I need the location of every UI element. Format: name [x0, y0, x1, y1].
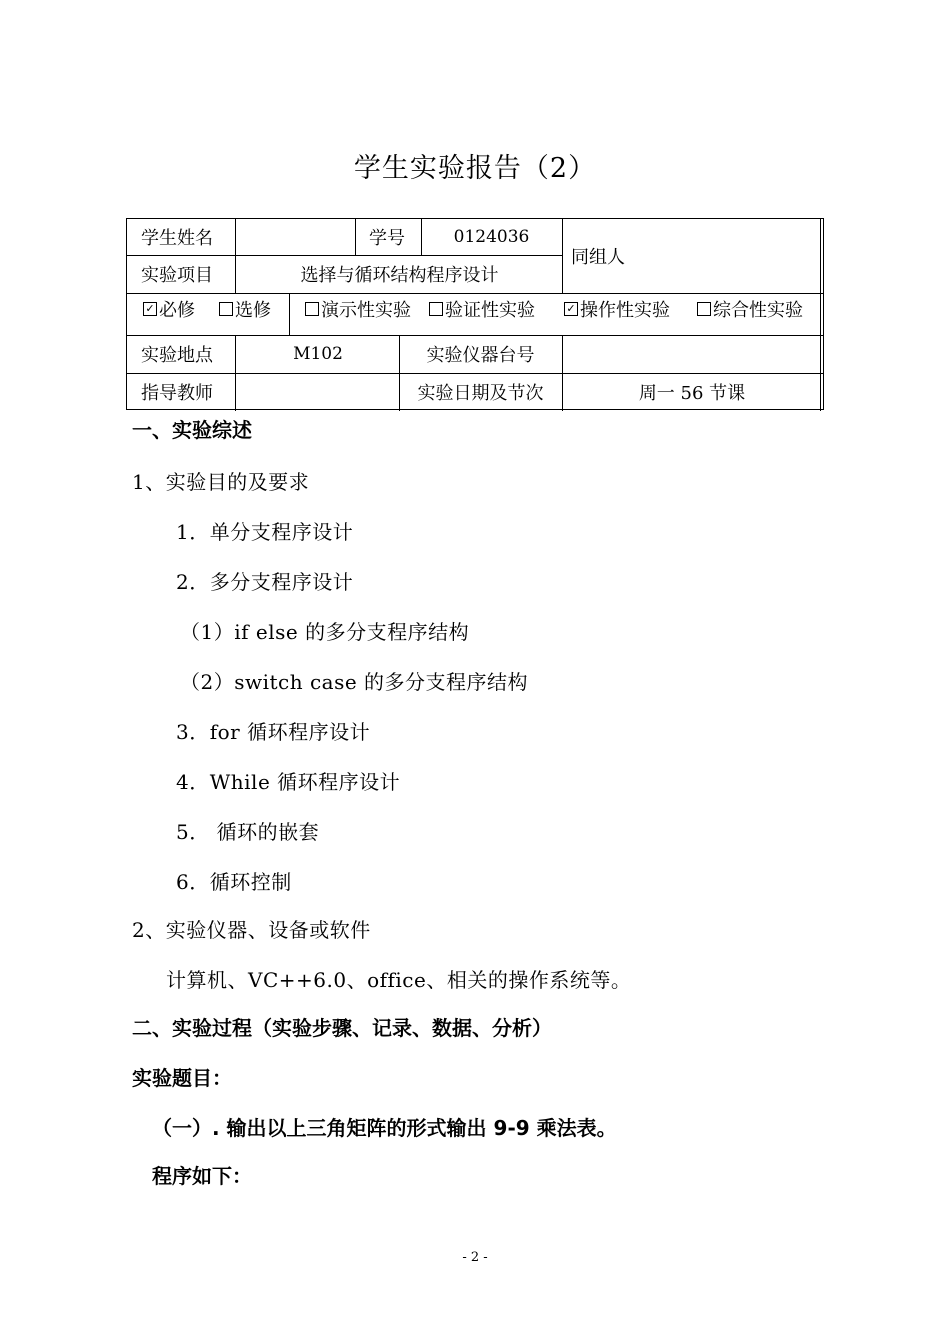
list-item: （1）if else 的多分支程序结构 [180, 620, 470, 644]
list-item: 5． 循环的嵌套 [176, 820, 320, 844]
student-name-value [237, 219, 355, 255]
list-item: 2．多分支程序设计 [176, 570, 354, 594]
student-name-label: 学生姓名 [141, 228, 213, 249]
demo-option: 演示性实验 [305, 293, 411, 325]
teacher-label: 指导教师 [141, 383, 213, 404]
checkbox-icon [429, 302, 443, 316]
checkbox-icon: ✓ [564, 302, 578, 316]
checkbox-icon [219, 302, 233, 316]
instrument-label: 实验仪器台号 [426, 345, 535, 366]
section-heading-process: 二、实验过程（实验步骤、记录、数据、分析） [132, 1016, 552, 1040]
project-value: 选择与循环结构程序设计 [300, 265, 499, 286]
list-item: （2）switch case 的多分支程序结构 [180, 670, 529, 694]
elective-option: 选修 [219, 293, 271, 325]
operate-option: ✓ 操作性实验 [564, 293, 670, 325]
page-title: 学生实验报告（2） [353, 153, 597, 184]
subheading-equipment: 2、实验仪器、设备或软件 [132, 918, 371, 942]
group-label: 同组人 [571, 247, 625, 268]
list-item: 3．for 循环程序设计 [176, 720, 371, 744]
teacher-value [237, 373, 399, 411]
location-value: M102 [293, 344, 343, 364]
list-item: 4．While 循环程序设计 [176, 770, 401, 794]
checkbox-icon: ✓ [143, 302, 157, 316]
list-item: 6．循环控制 [176, 870, 292, 894]
date-value: 周一 56 节课 [638, 383, 746, 404]
info-table [126, 218, 824, 410]
program-label: 程序如下： [152, 1164, 252, 1188]
list-item: 1．单分支程序设计 [176, 520, 354, 544]
section-heading-overview: 一、实验综述 [132, 418, 252, 442]
student-id-label: 学号 [369, 228, 405, 249]
software-list: 计算机、VC++6.0、office、相关的操作系统等。 [166, 968, 632, 992]
date-label: 实验日期及节次 [417, 383, 544, 404]
topic-label: 实验题目： [132, 1066, 232, 1090]
location-label: 实验地点 [141, 345, 213, 366]
checkbox-icon [305, 302, 319, 316]
student-id-value: 0124036 [453, 227, 530, 247]
required-option: ✓ 必修 [143, 293, 195, 325]
task-title: （一）. 输出以上三角矩阵的形式输出 9-9 乘法表。 [152, 1116, 617, 1140]
project-label: 实验项目 [141, 265, 213, 286]
verify-option: 验证性实验 [429, 293, 535, 325]
comprehensive-option: 综合性实验 [697, 293, 803, 325]
checkbox-icon [697, 302, 711, 316]
instrument-value [564, 335, 820, 373]
subheading-objectives: 1、实验目的及要求 [132, 470, 310, 494]
page-number: - 2 - [462, 1250, 488, 1265]
